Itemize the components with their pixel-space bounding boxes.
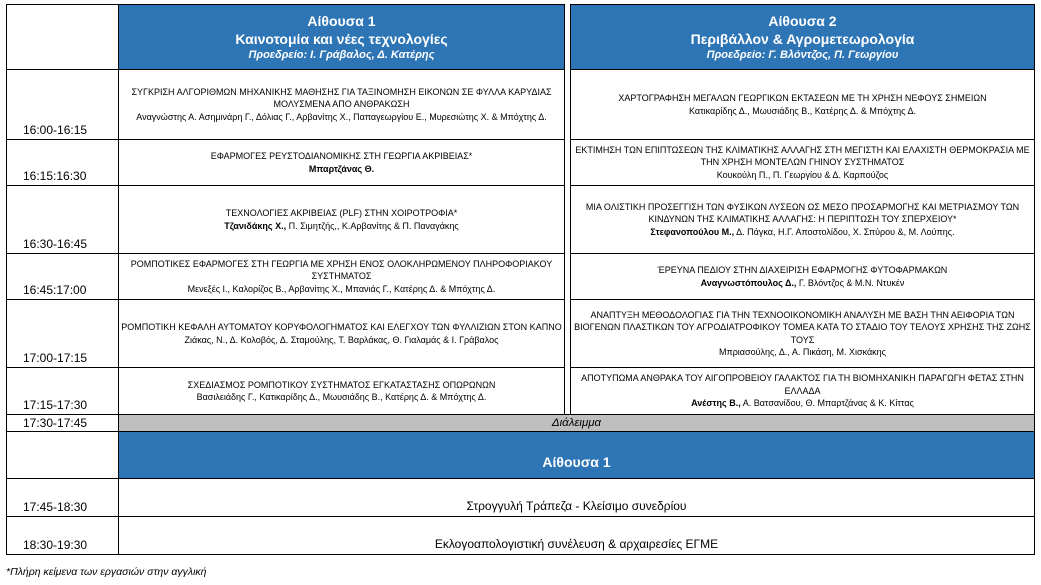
talk-hall-1	[119, 186, 565, 254]
time-slot: 16:15:16:30	[7, 140, 119, 186]
co-authors: Αναγνώστης Α. Ασημινάρη Γ., Δόλιας Γ., Αρβανίτης Χ., Παπαγεωργίου Ε., Μυρεσιώτης Χ. & Μπόχτης Δ.	[136, 111, 547, 122]
session-row	[7, 186, 1035, 254]
session-row	[7, 70, 1035, 140]
co-authors: Κουκούλη Π., Π. Γεωργίου & Δ. Καρπούζος	[716, 169, 889, 180]
talk-title: ΕΦΑΡΜΟΓΕΣ ΡΕΥΣΤΟΔΙΑΝΟΜΙΚΗΣ ΣΤΗ ΓΕΩΡΓΙΑ ΑΚΡΙΒΕΙΑΣ*	[210, 151, 473, 161]
time-slot: 17:15-17:30	[7, 368, 119, 415]
header-row	[7, 5, 1035, 70]
talk-hall-1	[119, 140, 565, 186]
talk-hall-1	[119, 368, 565, 415]
hall-1-chair: Προεδρείο: Ι. Γράβαλος, Δ. Κατέρης	[248, 49, 435, 61]
talk-title: ΕΚΤΙΜΗΣΗ ΤΩΝ ΕΠΙΠΤΩΣΕΩΝ ΤΗΣ ΚΛΙΜΑΤΙΚΗΣ ΑΛΛΑΓΗΣ ΣΤΗ ΜΕΓΙΣΤΗ ΚΑΙ ΕΛΑΧΙΣΤΗ ΘΕΡΜΟΚΡΑΣΙΑ ΜΕ ΤΗΝ ΧΡΗΣΗ ΜΟΝΤΕΛΩΝ ΓΗΙΝΟΥ ΣΥΣΤΗΜΑΤΟΣ	[575, 144, 1030, 168]
hall-1-name: Αίθουσα 1	[307, 13, 376, 29]
lead-author: Μπαρτζάνας Θ.	[308, 163, 375, 174]
time-empty	[7, 432, 119, 479]
time-slot: 18:30-19:30	[7, 517, 119, 555]
talk-authors	[121, 163, 562, 176]
talk-title: ΑΝΑΠΤΥΞΗ ΜΕΘΟΔΟΛΟΓΙΑΣ ΓΙΑ ΤΗΝ ΤΕΧΝΟΟΙΚΟΝΟΜΙΚΗ ΑΝΑΛΥΣΗ ΜΕ ΒΑΣΗ ΤΗΝ ΑΕΙΦΟΡΙΑ ΤΩΝ ΒΙΟΓΕΝΩΝ ΠΛΑΣΤΙΚΩΝ ΤΟΥ ΑΓΡΟΔΙΑΤΡΟΦΙΚΟΥ ΤΟΜΕΑ ΚΑΤΑ ΤΟ ΣΤΑΔΙΟ ΤΟΥ ΤΕΛΟΥΣ ΧΡΗΣΗΣ ΤΗΣ ΖΩΗΣ ΤΟΥΣ	[574, 309, 1031, 345]
footnote: *Πλήρη κείμενα των εργασιών στην αγγλική	[6, 566, 207, 578]
talk-hall-2	[571, 254, 1035, 300]
hall-2-name: Αίθουσα 2	[768, 13, 837, 29]
time-slot: 17:45-18:30	[7, 479, 119, 517]
schedule	[6, 4, 1034, 555]
session-row	[7, 300, 1035, 368]
session-row	[7, 140, 1035, 186]
closing-row	[7, 517, 1035, 555]
schedule-table	[6, 4, 1035, 555]
hall-1-topic: Καινοτομία και νέες τεχνολογίες	[235, 31, 448, 47]
co-authors: Μενεξές Ι., Καλορίζος Β., Αρβανίτης Χ., Μπανιάς Γ., Κατέρης Δ. & Μπόχτης Δ.	[187, 283, 496, 294]
time-slot: 16:00-16:15	[7, 70, 119, 140]
talk-title: ΣΥΓΚΡΙΣΗ ΑΛΓΟΡΙΘΜΩΝ ΜΗΧΑΝΙΚΗΣ ΜΑΘΗΣΗΣ ΓΙΑ ΤΑΞΙΝΟΜΗΣΗ ΕΙΚΟΝΩΝ ΣΕ ΦΥΛΛΑ ΚΑΡΥΔΙΑΣ ΜΟΛΥΣΜΕΝΑ ΑΠΟ ΑΝΘΡΑΚΩΣΗ	[131, 86, 552, 110]
hall-2-topic: Περιβάλλον & Αγρομετεωρολογία	[690, 31, 915, 47]
co-authors: Ζιάκας, Ν., Δ. Κολοβός, Δ. Σταμούλης, Τ. Βαρλάκας, Θ. Γιαλαμάς & Ι. Γράβαλος	[184, 334, 499, 345]
break-row	[7, 415, 1035, 432]
talk-authors	[121, 334, 562, 347]
time-slot: 16:45:17:00	[7, 254, 119, 300]
talk-title: ΈΡΕΥΝΑ ΠΕΔΙΟΥ ΣΤΗΝ ΔΙΑΧΕΙΡΙΣΗ ΕΦΑΡΜΟΓΗΣ ΦΥΤΟΦΑΡΜΑΚΩΝ	[657, 265, 948, 275]
plenary-header-row	[7, 432, 1035, 479]
co-authors: Γ. Βλόντζος & Μ.Ν. Ντυκέν	[796, 277, 905, 288]
time-slot: 16:30-16:45	[7, 186, 119, 254]
talk-authors	[573, 169, 1032, 182]
hall-1-header	[119, 5, 565, 70]
talk-authors	[121, 111, 562, 124]
talk-hall-2	[571, 186, 1035, 254]
break-label: Διάλειμμα	[119, 415, 1035, 432]
closing-row	[7, 479, 1035, 517]
talk-authors	[121, 391, 562, 404]
co-authors: Π. Σιμητζής,, Κ.Αρβανίτης & Π. Παναγάκης	[286, 220, 459, 231]
co-authors: Βασιλειάδης Γ., Κατικαρίδης Δ., Μωυσιάδης Β., Κατέρης Δ. & Μπόχτης Δ.	[196, 392, 487, 402]
talk-title: ΧΑΡΤΟΓΡΑΦΗΣΗ ΜΕΓΑΛΩΝ ΓΕΩΡΓΙΚΩΝ ΕΚΤΑΣΕΩΝ ΜΕ ΤΗ ΧΡΗΣΗ ΝΕΦΟΥΣ ΣΗΜΕΙΩΝ	[618, 93, 987, 103]
talk-authors	[573, 346, 1032, 359]
talk-hall-1	[119, 254, 565, 300]
talk-title: ΡΟΜΠΟΤΙΚΕΣ ΕΦΑΡΜΟΓΕΣ ΣΤΗ ΓΕΩΡΓΙΑ ΜΕ ΧΡΗΣΗ ΕΝΟΣ ΟΛΟΚΛΗΡΩΜΕΝΟΥ ΠΛΗΡΟΦΟΡΙΑΚΟΥ ΣΥΣΤΗΜΑΤΟΣ	[130, 258, 553, 282]
talk-hall-1	[119, 70, 565, 140]
talk-title: ΑΠΟΤΥΠΩΜΑ ΑΝΘΡΑΚΑ ΤΟΥ ΑΙΓΟΠΡΟΒΕΙΟΥ ΓΑΛΑΚΤΟΣ ΓΙΑ ΤΗ ΒΙΟΜΗΧΑΝΙΚΗ ΠΑΡΑΓΩΓΗ ΦΕΤΑΣ ΣΤΗΝ ΕΛΛΑΔΑ	[581, 373, 1024, 396]
co-authors: Α. Βατσανίδου, Θ. Μπαρτζάνας & Κ. Κίττας	[740, 398, 914, 409]
lead-author: Ανέστης Β.,	[691, 398, 741, 409]
co-authors: Δ. Πάγκα, Η.Γ. Αποστολίδου, Χ. Σπύρου &, Μ. Λούπης.	[734, 226, 955, 237]
co-authors: Κατικαρίδης Δ., Μωυσιάδης Β., Κατέρης Δ. & Μπόχτης Δ.	[688, 105, 917, 116]
talk-hall-2	[571, 300, 1035, 368]
time-slot: 17:30-17:45	[7, 415, 119, 432]
lead-author: Αναγνωστόπουλος Δ.,	[700, 277, 797, 288]
talk-title: ΜΙΑ ΟΛΙΣΤΙΚΗ ΠΡΟΣΕΓΓΙΣΗ ΤΩΝ ΦΥΣΙΚΩΝ ΛΥΣΕΩΝ ΩΣ ΜΕΣΟ ΠΡΟΣΑΡΜΟΓΗΣ ΚΑΙ ΜΕΤΡΙΑΣΜΟΥ ΤΩΝ ΚΙΝΔΥΝΩΝ ΤΗΣ ΚΛΙΜΑΤΙΚΗΣ ΑΛΛΑΓΗΣ: Η ΠΕΡΙΠΤΩΣΗ ΤΟΥ ΣΠΕΡΧΕΙΟΥ*	[585, 201, 1020, 225]
lead-author: Στεφανοπούλου Μ.,	[650, 226, 735, 237]
session-row	[7, 368, 1035, 415]
talk-authors	[573, 105, 1032, 118]
plenary-hall-header: Αίθουσα 1	[119, 432, 1035, 479]
time-header-empty	[7, 5, 119, 70]
time-slot: 17:00-17:15	[7, 300, 119, 368]
talk-authors	[573, 277, 1032, 290]
hall-2-chair: Προεδρείο: Γ. Βλόντζος, Π. Γεωργίου	[706, 49, 899, 61]
talk-authors	[121, 220, 562, 233]
talk-authors	[121, 283, 562, 296]
talk-title: ΡΟΜΠΟΤΙΚΗ ΚΕΦΑΛΗ ΑΥΤΟΜΑΤΟΥ ΚΟΡΥΦΟΛΟΓΗΜΑΤΟΣ ΚΑΙ ΕΛΕΓΧΟΥ ΤΩΝ ΦΥΛΛΙΖΙΩΝ ΣΤΟΝ ΚΑΠΝΟ	[121, 322, 562, 332]
co-authors: Μπριασούλης, Δ., Α. Πικάση, Μ. Χισκάκης	[718, 347, 887, 357]
lead-author: Τζανιδάκης Χ.,	[224, 220, 287, 231]
closing-event: Στρογγυλή Τράπεζα - Κλείσιμο συνεδρίου	[119, 479, 1035, 517]
talk-hall-1	[119, 300, 565, 368]
closing-event: Εκλογοαπολογιστική συνέλευση & αρχαιρεσίες ΕΓΜΕ	[119, 517, 1035, 555]
talk-hall-2	[571, 70, 1035, 140]
talk-title: ΣΧΕΔΙΑΣΜΟΣ ΡΟΜΠΟΤΙΚΟΥ ΣΥΣΤΗΜΑΤΟΣ ΕΓΚΑΤΑΣΤΑΣΗΣ ΟΠΩΡΩΝΩΝ	[187, 379, 496, 390]
talk-hall-2	[571, 140, 1035, 186]
talk-authors	[573, 226, 1032, 239]
talk-authors	[573, 397, 1032, 410]
talk-title: ΤΕΧΝΟΛΟΓΙΕΣ ΑΚΡΙΒΕΙΑΣ (PLF) ΣΤΗΝ ΧΟΙΡΟΤΡΟΦΙΑ*	[225, 208, 458, 218]
session-row	[7, 254, 1035, 300]
hall-2-header	[571, 5, 1035, 70]
talk-hall-2	[571, 368, 1035, 415]
